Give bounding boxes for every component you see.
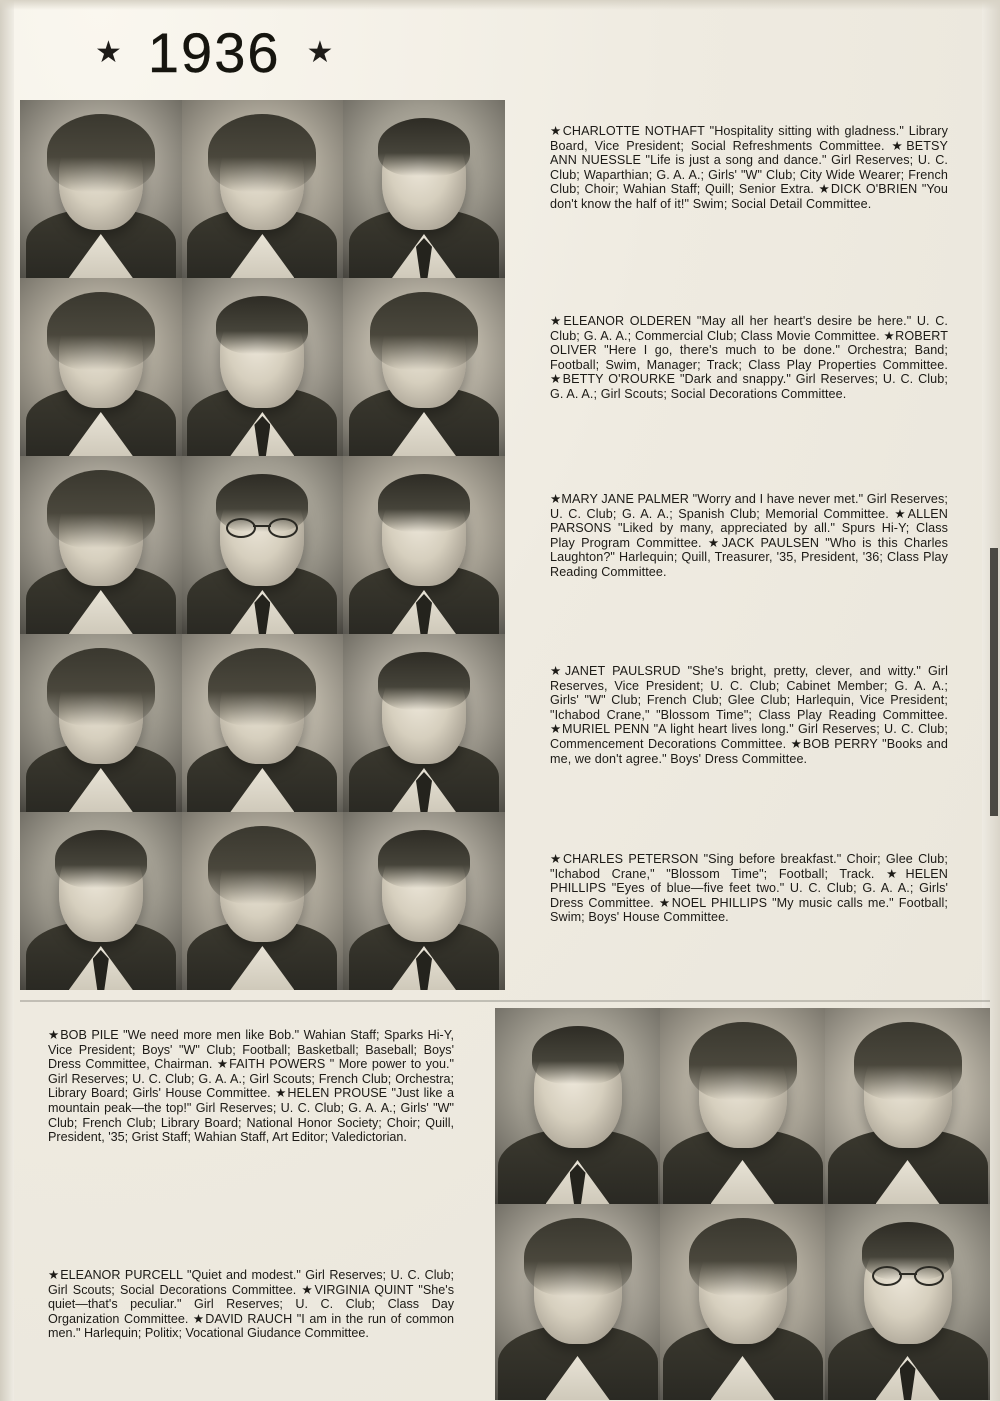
portrait-cell-robert-oliver bbox=[182, 278, 344, 456]
portrait-cell-bob-perry bbox=[343, 634, 505, 812]
entry-text: ★CHARLES PETERSON "Sing before breakfast." Choir; Glee Club; "Ichabod Crane," "Blossom Time"; Football; Track. ★HELEN PHILLIPS "Eyes of blue—five feet two." U. C. Club; G. A. A.; Girls' Dress Committee. ★NOEL PHILLIPS "My music calls me." Football; Swim; Boys' House Committee. bbox=[550, 852, 948, 925]
hair bbox=[47, 470, 155, 548]
entry-purcell-quint-rauch bbox=[48, 1268, 454, 1341]
hair bbox=[378, 474, 470, 532]
hair bbox=[532, 1026, 624, 1084]
entry-text: ★ELEANOR PURCELL "Quiet and modest." Girl Reserves; U. C. Club; Girl Scouts; Social Decorations Committee. ★VIRGINIA QUINT "She's quiet—that's peculiar." Girl Reserves; U. C. Club; Class Day Organization Committee. ★DAVID RAUCH "I am in the run of common men." Harlequin; Politix; Vocational Giudance Committee. bbox=[48, 1268, 454, 1341]
portrait-cell-david-rauch bbox=[825, 1204, 990, 1400]
hair bbox=[689, 1022, 797, 1100]
hair bbox=[208, 114, 316, 192]
portrait-cell-faith-powers bbox=[660, 1008, 825, 1204]
entry-text: ★MARY JANE PALMER "Worry and I have never met." Girl Reserves; U. C. Club; G. A. A.; Spanish Club; Memorial Committee. ★ALLEN PARSONS "Liked by many, appreciated by all." Spurs Hi-Y; Class Play Program Committee. ★JACK PAULSEN "Who is this Charles Laughton?" Harlequin; Quill, Treasurer, '35, President, '36; Class Play Reading Committee. bbox=[550, 492, 948, 579]
portrait-cell-betty-orourke bbox=[343, 278, 505, 456]
hair bbox=[524, 1218, 632, 1296]
hair bbox=[216, 296, 308, 354]
portrait-photo bbox=[20, 634, 182, 812]
portrait-cell-eleanor-olderen bbox=[20, 278, 182, 456]
section-divider bbox=[20, 1000, 990, 1002]
portrait-cell-betsy-ann-nuessle bbox=[182, 100, 344, 278]
portrait-cell-eleanor-purcell bbox=[495, 1204, 660, 1400]
portrait-cell-charles-peterson bbox=[20, 812, 182, 990]
portrait-cell-helen-prouse bbox=[825, 1008, 990, 1204]
portrait-photo bbox=[660, 1204, 825, 1400]
portrait-cell-muriel-penn bbox=[182, 634, 344, 812]
portrait-row bbox=[20, 278, 505, 456]
portrait-cell-bob-pile bbox=[495, 1008, 660, 1204]
entry-nothaft-nuessle-obrien bbox=[550, 124, 948, 212]
entry-text: ★ELEANOR OLDEREN "May all her heart's desire be here." U. C. Club; G. A. A.; Commercial Club; Class Movie Committee. ★ROBERT OLIVER "Here I go, there's much to be done." Orchestra; Band; Football; Swim, Manager; Track; Class Play Properties Committee. ★BETTY O'ROURKE "Dark and snappy." Girl Reserves; U. C. Club; G. A. A.; Girl Scouts; Social Decorations Committee. bbox=[550, 314, 948, 401]
hair bbox=[47, 648, 155, 726]
portrait-cell-mary-jane-palmer bbox=[20, 456, 182, 634]
portrait-cell-charlotte-nothaft bbox=[20, 100, 182, 278]
portrait-photo bbox=[660, 1008, 825, 1204]
page-edge-top bbox=[0, 0, 1000, 10]
hair bbox=[47, 292, 155, 370]
portrait-row bbox=[495, 1204, 990, 1400]
portrait-cell-allen-parsons bbox=[182, 456, 344, 634]
hair bbox=[370, 292, 478, 370]
entry-palmer-parsons-paulsen bbox=[550, 492, 948, 580]
page-edge-left bbox=[0, 0, 14, 1401]
portrait-photo bbox=[343, 100, 505, 278]
entry-peterson-phillips-phillips bbox=[550, 852, 948, 925]
hair bbox=[208, 826, 316, 904]
portrait-cell-janet-paulsrud bbox=[20, 634, 182, 812]
portrait-photo bbox=[343, 812, 505, 990]
page-header bbox=[95, 20, 333, 85]
portrait-row bbox=[20, 634, 505, 812]
page-title: 1936 bbox=[147, 21, 281, 84]
portrait-photo bbox=[20, 278, 182, 456]
hair bbox=[55, 830, 147, 888]
portrait-cell-dick-obrien bbox=[343, 100, 505, 278]
portrait-row bbox=[20, 100, 505, 278]
portrait-photo bbox=[20, 100, 182, 278]
glasses-icon bbox=[226, 518, 298, 534]
portrait-cell-jack-paulsen bbox=[343, 456, 505, 634]
entry-olderen-oliver-orourke bbox=[550, 314, 948, 402]
glasses-icon bbox=[872, 1266, 944, 1282]
portrait-photo bbox=[343, 456, 505, 634]
portrait-row bbox=[495, 1008, 990, 1204]
hair bbox=[378, 830, 470, 888]
spine-mark bbox=[990, 548, 998, 816]
portrait-photo bbox=[343, 278, 505, 456]
hair bbox=[47, 114, 155, 192]
portrait-photo bbox=[182, 812, 344, 990]
entry-pile-powers-prouse bbox=[48, 1028, 454, 1145]
entry-text: ★CHARLOTTE NOTHAFT "Hospitality sitting with gladness." Library Board, Vice President; Social Refreshments Committee. ★BETSY ANN NUESSLE "Life is just a song and dance." Girl Reserves; U. C. Club; Waparthian; G. A. A.; Girls' "W" Club; City Wide Wearer; French Club; Choir; Wahian Staff; Quill; Senior Extra. ★DICK O'BRIEN "You don't know the half of it!" Swim; Social Detail Committee. bbox=[550, 124, 948, 211]
hair bbox=[689, 1218, 797, 1296]
portrait-photo bbox=[495, 1204, 660, 1400]
hair bbox=[378, 652, 470, 710]
portrait-photo bbox=[343, 634, 505, 812]
hair bbox=[208, 648, 316, 726]
entry-paulsrud-penn-perry bbox=[550, 664, 948, 766]
portrait-photo bbox=[20, 812, 182, 990]
hair bbox=[378, 118, 470, 176]
star-icon-left: ★ bbox=[95, 35, 122, 69]
portrait-photo bbox=[825, 1008, 990, 1204]
portrait-photo bbox=[182, 100, 344, 278]
portrait-row bbox=[20, 456, 505, 634]
star-icon-right: ★ bbox=[306, 35, 334, 69]
portrait-photo bbox=[182, 278, 344, 456]
portrait-photo bbox=[182, 634, 344, 812]
portrait-grid bbox=[20, 100, 505, 990]
portrait-cell-helen-phillips bbox=[182, 812, 344, 990]
hair bbox=[854, 1022, 962, 1100]
portrait-photo bbox=[495, 1008, 660, 1204]
entry-text: ★JANET PAULSRUD "She's bright, pretty, clever, and witty." Girl Reserves, Vice President; U. C. Club; Cabinet Member; G. A. A.; Girls' "W" Club; French Club; Glee Club; Harlequin, Vice President; "Ichabod Crane," "Blossom Time"; Class Play Reading Committee. ★MURIEL PENN "A light heart lives long." Girl Reserves; U. C. Club; Commencement Decorations Committee. ★BOB PERRY "Books and me, we don't agree." Boys' Dress Committee. bbox=[550, 664, 948, 766]
bottom-portrait-grid bbox=[495, 1008, 990, 1401]
portrait-photo bbox=[20, 456, 182, 634]
portrait-photo bbox=[182, 456, 344, 634]
entry-text: ★BOB PILE "We need more men like Bob." Wahian Staff; Sparks Hi-Y, Vice President; Boys' "W" Club; Football; Basketball; Baseball; Boys' Dress Committee, Chairman. ★FAITH POWERS " More power to you." Girl Reserves; U. C. Club; G. A. A.; Girl Scouts; French Club; Orchestra; Library Board; Girls' House Committee. ★HELEN PROUSE "Just like a mountain peak—the top!" Girl Reserves; U. C. Club; G. A. A.; Girls' "W" Club; French Club; Library Board; National Honor Society; Choir; Quill, President, '35; Grist Staff; Wahian Staff, Art Editor; Valedictorian. bbox=[48, 1028, 454, 1145]
portrait-cell-virginia-quint bbox=[660, 1204, 825, 1400]
portrait-row bbox=[20, 812, 505, 990]
portrait-cell-noel-phillips bbox=[343, 812, 505, 990]
portrait-photo bbox=[825, 1204, 990, 1400]
